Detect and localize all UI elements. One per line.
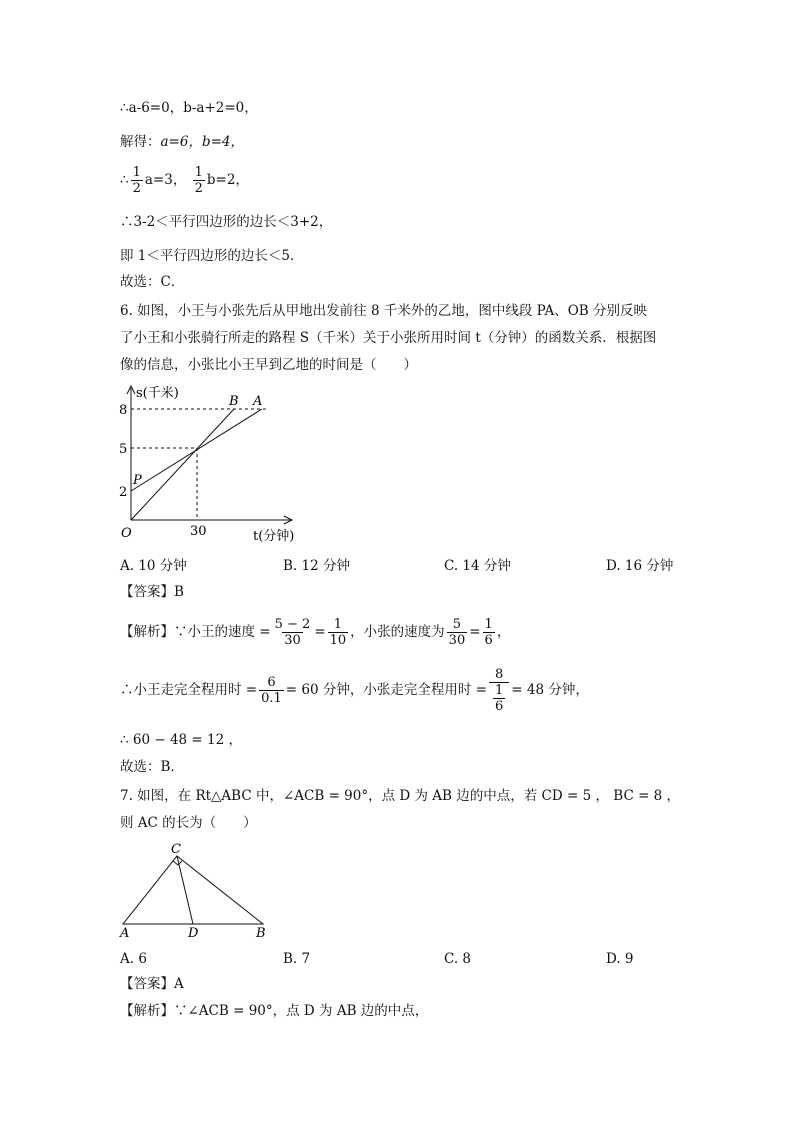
solution-line-1: ∴a-6=0，b-a+2=0， bbox=[120, 100, 258, 116]
y-tick-2: 2 bbox=[119, 485, 128, 500]
fraction-denominator: 30 bbox=[448, 633, 466, 648]
fraction-numerator: 1 bbox=[494, 683, 504, 698]
fraction-8-over-one-sixth bbox=[489, 667, 509, 714]
fraction-1-over-6-nested bbox=[493, 683, 505, 714]
q7-answer: 【答案】A bbox=[120, 976, 184, 992]
q7-analysis-line-1 bbox=[120, 1001, 428, 1021]
q6-option-c[interactable]: C. 14 分钟 bbox=[444, 558, 511, 574]
solution-line-3 bbox=[120, 162, 249, 198]
q6-distance-time-graph bbox=[110, 380, 310, 550]
y-axis-label: s(千米) bbox=[136, 386, 179, 401]
equals-sign: = bbox=[469, 624, 481, 640]
solution-label: 解得： bbox=[120, 134, 161, 150]
half-b-equation: b=2， bbox=[206, 172, 249, 188]
fraction-denominator: 6 bbox=[484, 633, 493, 648]
q7-option-c[interactable]: C. 8 bbox=[444, 951, 472, 967]
triangle-ABC bbox=[123, 856, 263, 924]
equals-sign: = bbox=[314, 624, 326, 640]
q6-answer: 【答案】B bbox=[120, 584, 184, 600]
q6-stem-line-1: 6. 如图，小王与小张先后从甲地出发前往 8 千米外的乙地，图中线段 PA、OB 分别反映 bbox=[120, 303, 648, 319]
q6-stem-line-3: 像的信息，小张比小王早到乙地的时间是（ ） bbox=[120, 357, 417, 373]
fraction-numerator: 5 − 2 bbox=[274, 617, 311, 632]
q6-analysis-line-2 bbox=[120, 662, 589, 718]
right-angle-mark-icon bbox=[173, 861, 182, 865]
fraction-1-over-6 bbox=[483, 617, 495, 648]
q7-option-a[interactable]: A. 6 bbox=[120, 951, 147, 967]
fraction-numerator: 1 bbox=[333, 617, 343, 632]
half-a-equation: a=3， bbox=[144, 172, 187, 188]
q6-option-a[interactable]: A. 10 分钟 bbox=[120, 558, 187, 574]
fraction-numerator: 6 bbox=[267, 675, 276, 690]
y-tick-5: 5 bbox=[119, 442, 128, 457]
point-P-label: P bbox=[133, 473, 142, 488]
q6-conclusion: 故选：B． bbox=[120, 759, 184, 775]
half-fraction-1 bbox=[131, 165, 143, 196]
q6-analysis-line-1 bbox=[120, 612, 510, 652]
solution-values: a=6，b=4， bbox=[160, 134, 244, 150]
fraction-1-over-10 bbox=[328, 617, 349, 648]
fraction-numerator: 1 bbox=[194, 165, 203, 180]
fraction-numerator: 8 bbox=[494, 667, 504, 682]
q7-stem-line-2: 则 AC 的长为（ ） bbox=[120, 815, 257, 831]
q7-triangle-figure bbox=[112, 838, 282, 940]
origin-label: O bbox=[121, 526, 132, 541]
therefore-symbol: ∴ bbox=[120, 172, 129, 188]
point-A-label: A bbox=[253, 394, 263, 409]
time-zhang-label: = 60 分钟，小张走完全程用时 = bbox=[285, 682, 487, 698]
solution-line-2 bbox=[120, 132, 244, 152]
q7-option-b[interactable]: B. 7 bbox=[283, 951, 311, 967]
fraction-denominator: 30 bbox=[284, 633, 301, 648]
speed-wang-label: ∵小王的速度 = bbox=[174, 624, 271, 640]
x-tick-30: 30 bbox=[190, 524, 207, 539]
fraction-denominator: 0.1 bbox=[261, 691, 282, 706]
fraction-5-2-over-30 bbox=[273, 617, 313, 648]
q6-stem-line-2: 了小王和小张骑行所走的路程 S（千米）关于小张所用时间 t（分钟）的函数关系．根据图 bbox=[120, 330, 657, 346]
fraction-numerator: 1 bbox=[132, 165, 141, 180]
vertex-B-label: B bbox=[256, 926, 266, 940]
y-tick-8: 8 bbox=[119, 403, 128, 418]
fraction-denominator: 10 bbox=[329, 633, 347, 648]
solution-line-4: ∴3-2＜平行四边形的边长＜3+2， bbox=[120, 214, 333, 230]
segment-OB bbox=[131, 409, 234, 520]
solution-conclusion: 故选：C． bbox=[120, 274, 185, 290]
q6-analysis-line-3: ∴ 60 − 48 = 12 ， bbox=[120, 732, 242, 748]
solution-line-5: 即 1＜平行四边形的边长＜5． bbox=[120, 248, 304, 264]
fraction-numerator: 5 bbox=[452, 617, 462, 632]
analysis-label: 【解析】 bbox=[120, 624, 174, 640]
analysis-text: ∵∠ACB = 90°，点 D 为 AB 边的中点， bbox=[174, 1003, 429, 1019]
q7-stem-line-1: 7. 如图，在 Rt△ABC 中，∠ACB = 90°，点 D 为 AB 边的中点，若 CD = 5 ， BC = 8 ， bbox=[120, 788, 681, 804]
comma: ， bbox=[496, 624, 511, 640]
result-48: = 48 分钟， bbox=[511, 682, 589, 698]
q6-option-b[interactable]: B. 12 分钟 bbox=[283, 558, 350, 574]
fraction-denominator bbox=[489, 682, 509, 714]
q7-option-d[interactable]: D. 9 bbox=[606, 951, 634, 967]
fraction-denominator: 2 bbox=[194, 181, 203, 196]
fraction-denominator: 2 bbox=[132, 181, 141, 196]
speed-zhang-label: ，小张的速度为 bbox=[350, 624, 445, 640]
q6-option-d[interactable]: D. 16 分钟 bbox=[606, 558, 674, 574]
fraction-5-over-30 bbox=[447, 617, 468, 648]
time-wang-label: ∴小王走完全程用时 = bbox=[120, 682, 258, 698]
analysis-label: 【解析】 bbox=[120, 1003, 174, 1019]
vertex-C-label: C bbox=[171, 842, 181, 857]
point-D-label: D bbox=[188, 926, 199, 940]
fraction-6-over-0-1 bbox=[259, 675, 284, 706]
vertex-A-label: A bbox=[120, 926, 130, 940]
fraction-denominator: 6 bbox=[494, 699, 504, 714]
x-axis-label: t(分钟) bbox=[253, 529, 295, 544]
half-fraction-2 bbox=[193, 165, 205, 196]
fraction-numerator: 1 bbox=[484, 617, 493, 632]
point-B-label: B bbox=[229, 394, 239, 409]
